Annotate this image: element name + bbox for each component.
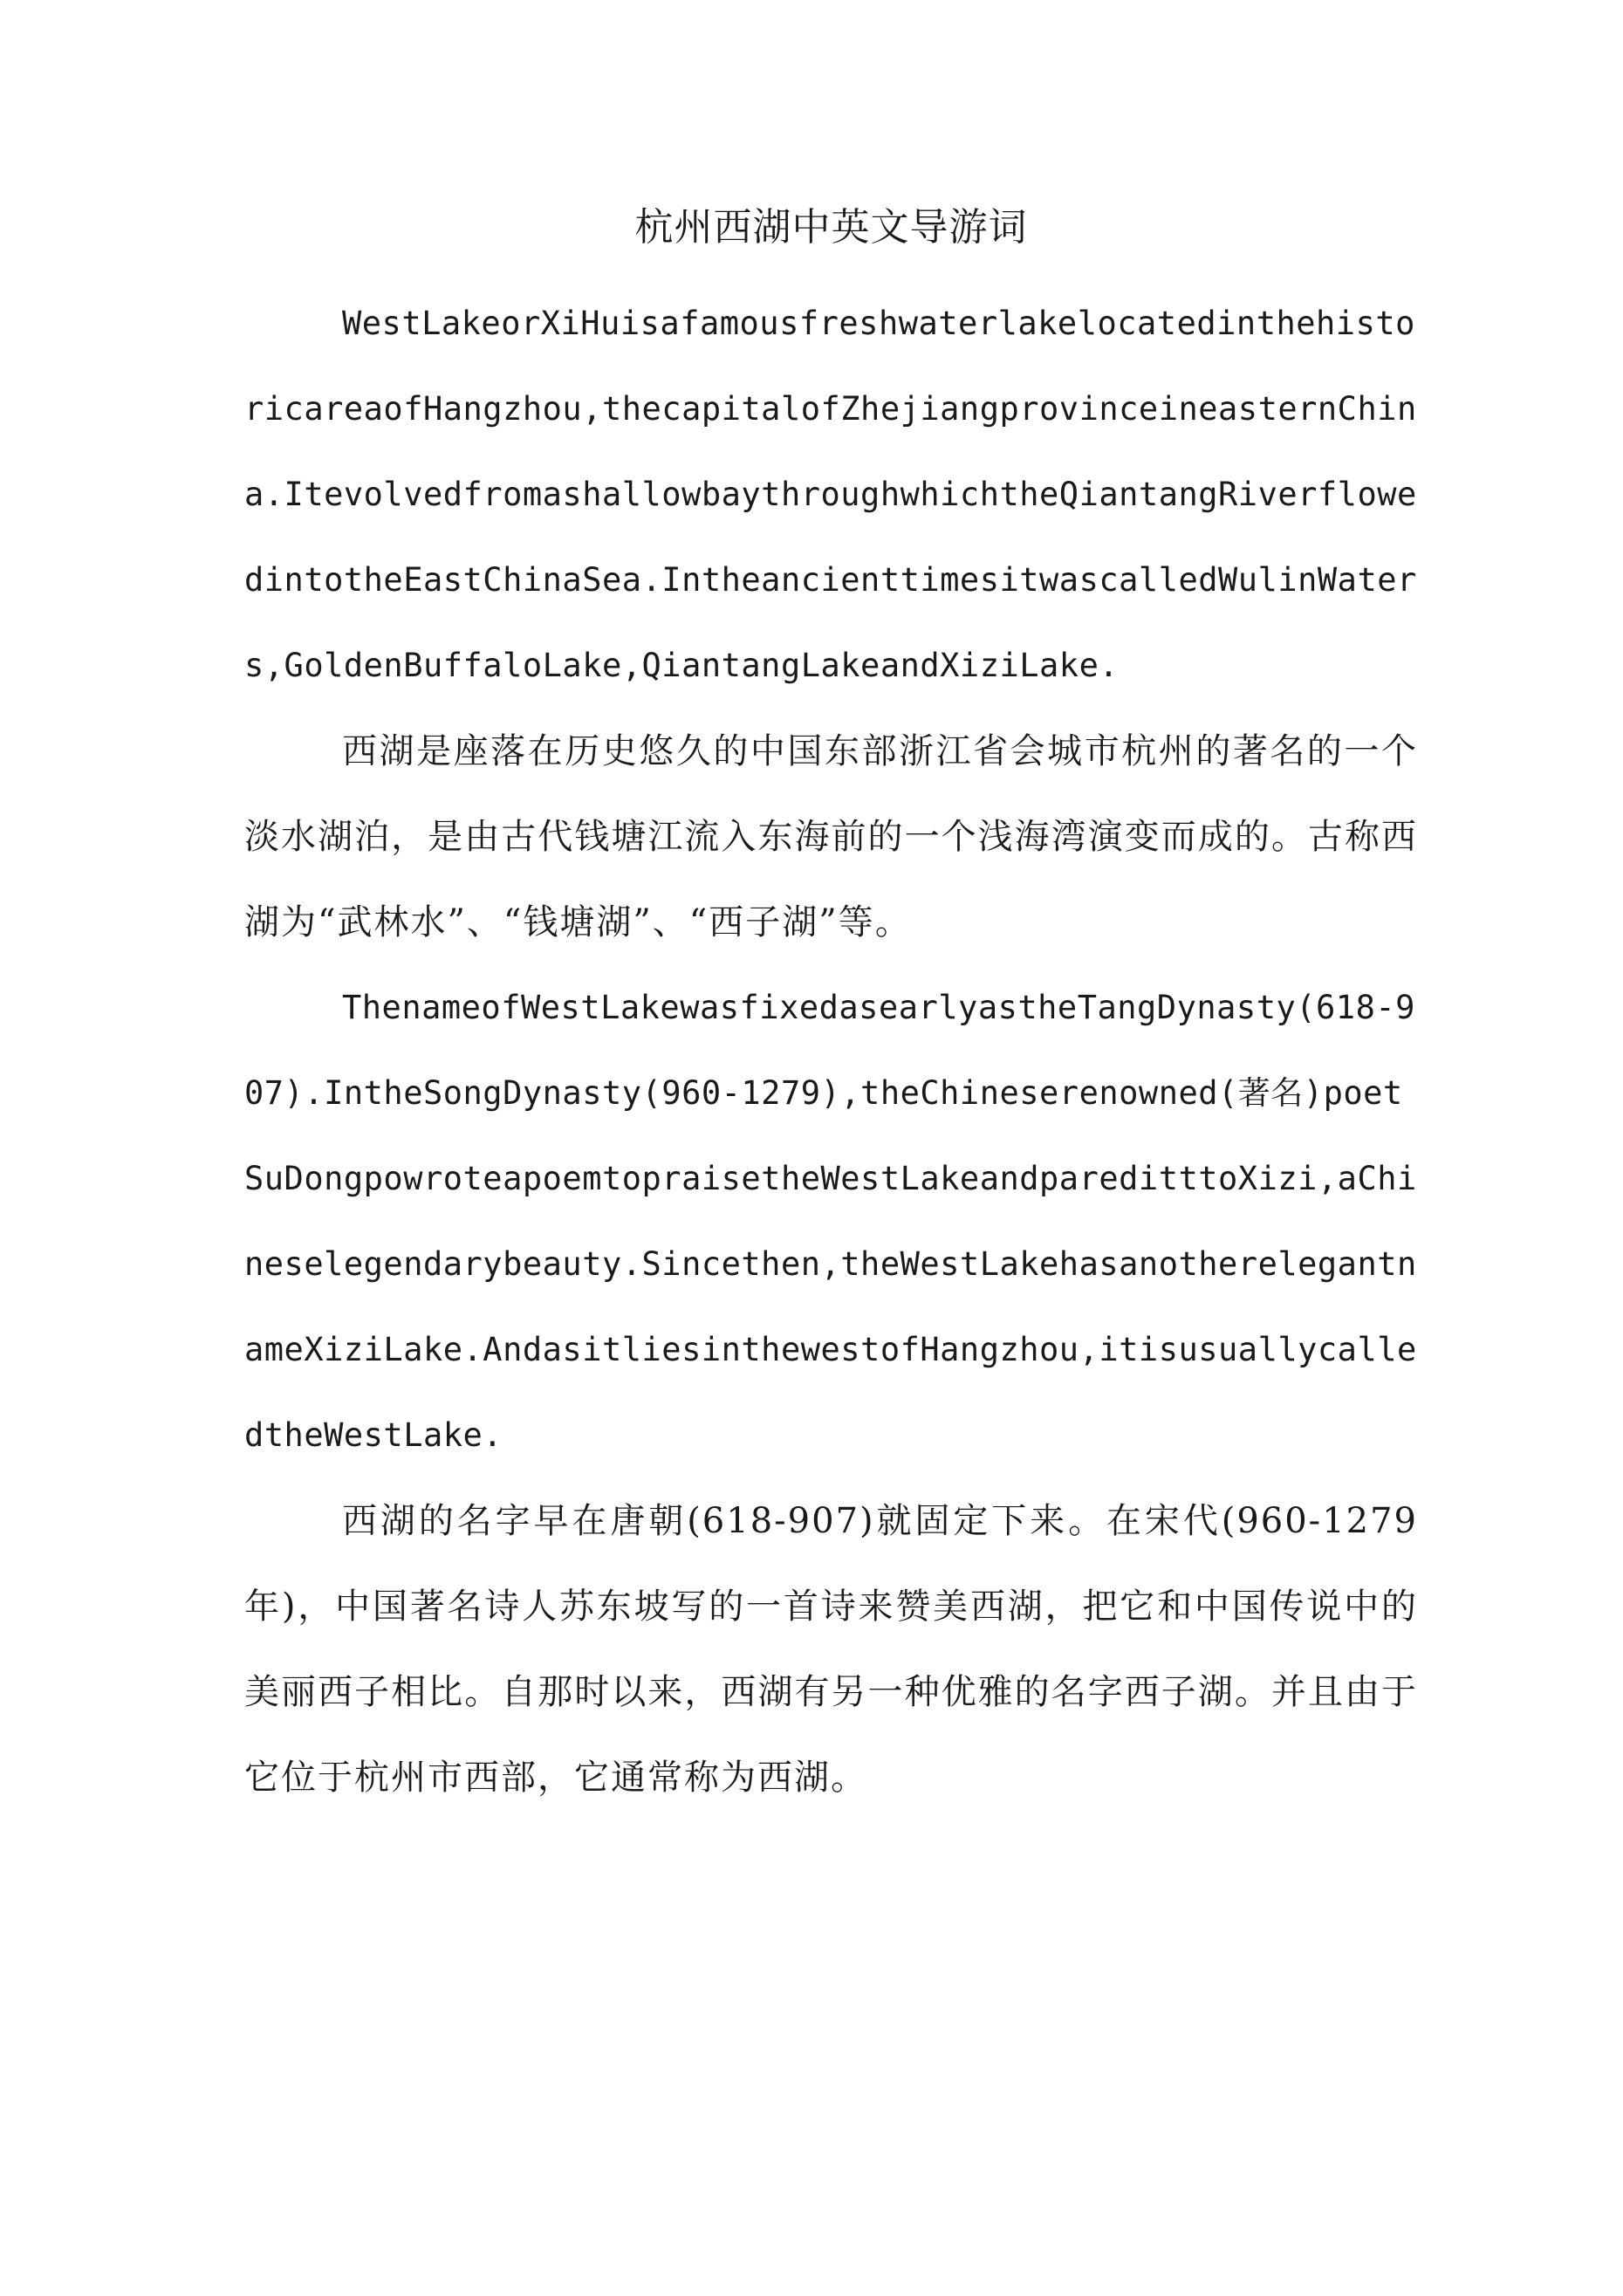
document-title: 杭州西湖中英文导游词 — [634, 205, 1028, 250]
paragraph-chinese-name-history: 西湖的名字早在唐朝(618-907)就固定下来。在宋代(960-1279年)，中国著名诗人苏东坡写的一首诗来赞美西湖，把它和中国传说中的美丽西子相比。自那时以来，西湖有另一种优雅的名字西子湖。并且由于它位于杭州市西部，它通常称为西湖。 — [244, 1501, 1418, 1798]
paragraph-chinese-intro: 西湖是座落在历史悠久的中国东部浙江省会城市杭州的著名的一个淡水湖泊，是由古代钱塘江流入东海前的一个浅海湾演变而成的。古称西湖为“武林水”、“钱塘湖”、“西子湖”等。 — [244, 731, 1418, 942]
document-body — [244, 196, 1418, 1820]
paragraph-english-name-history: ThenameofWestLakewasfixedasearlyastheTangDynasty(618-907).IntheSongDynasty(960-1279),theChineserenowned(著名)poetSuDongpowroteapoemtopraisetheWestLakeandpareditttoXizi,aChineselegendarybeauty.Sincethen,theWestLakehasanotherelegantnameXiziLake.AndasitliesinthewestofHangzhou,itisusuallycalledtheWestLake. — [244, 989, 1417, 1454]
paragraph-english-intro: WestLakeorXiHuisafamousfreshwaterlakelocatedinthehistoricareaofHangzhou,thecapitalofZhejiangprovinceineasternChina.ItevolvedfromashallowbaythroughwhichtheQiantangRiverflowedintotheEastChinaSea.IntheancienttimesitwascalledWulinWaters,GoldenBuffaloLake,QiantangLakeandXiziLake. — [244, 305, 1417, 684]
